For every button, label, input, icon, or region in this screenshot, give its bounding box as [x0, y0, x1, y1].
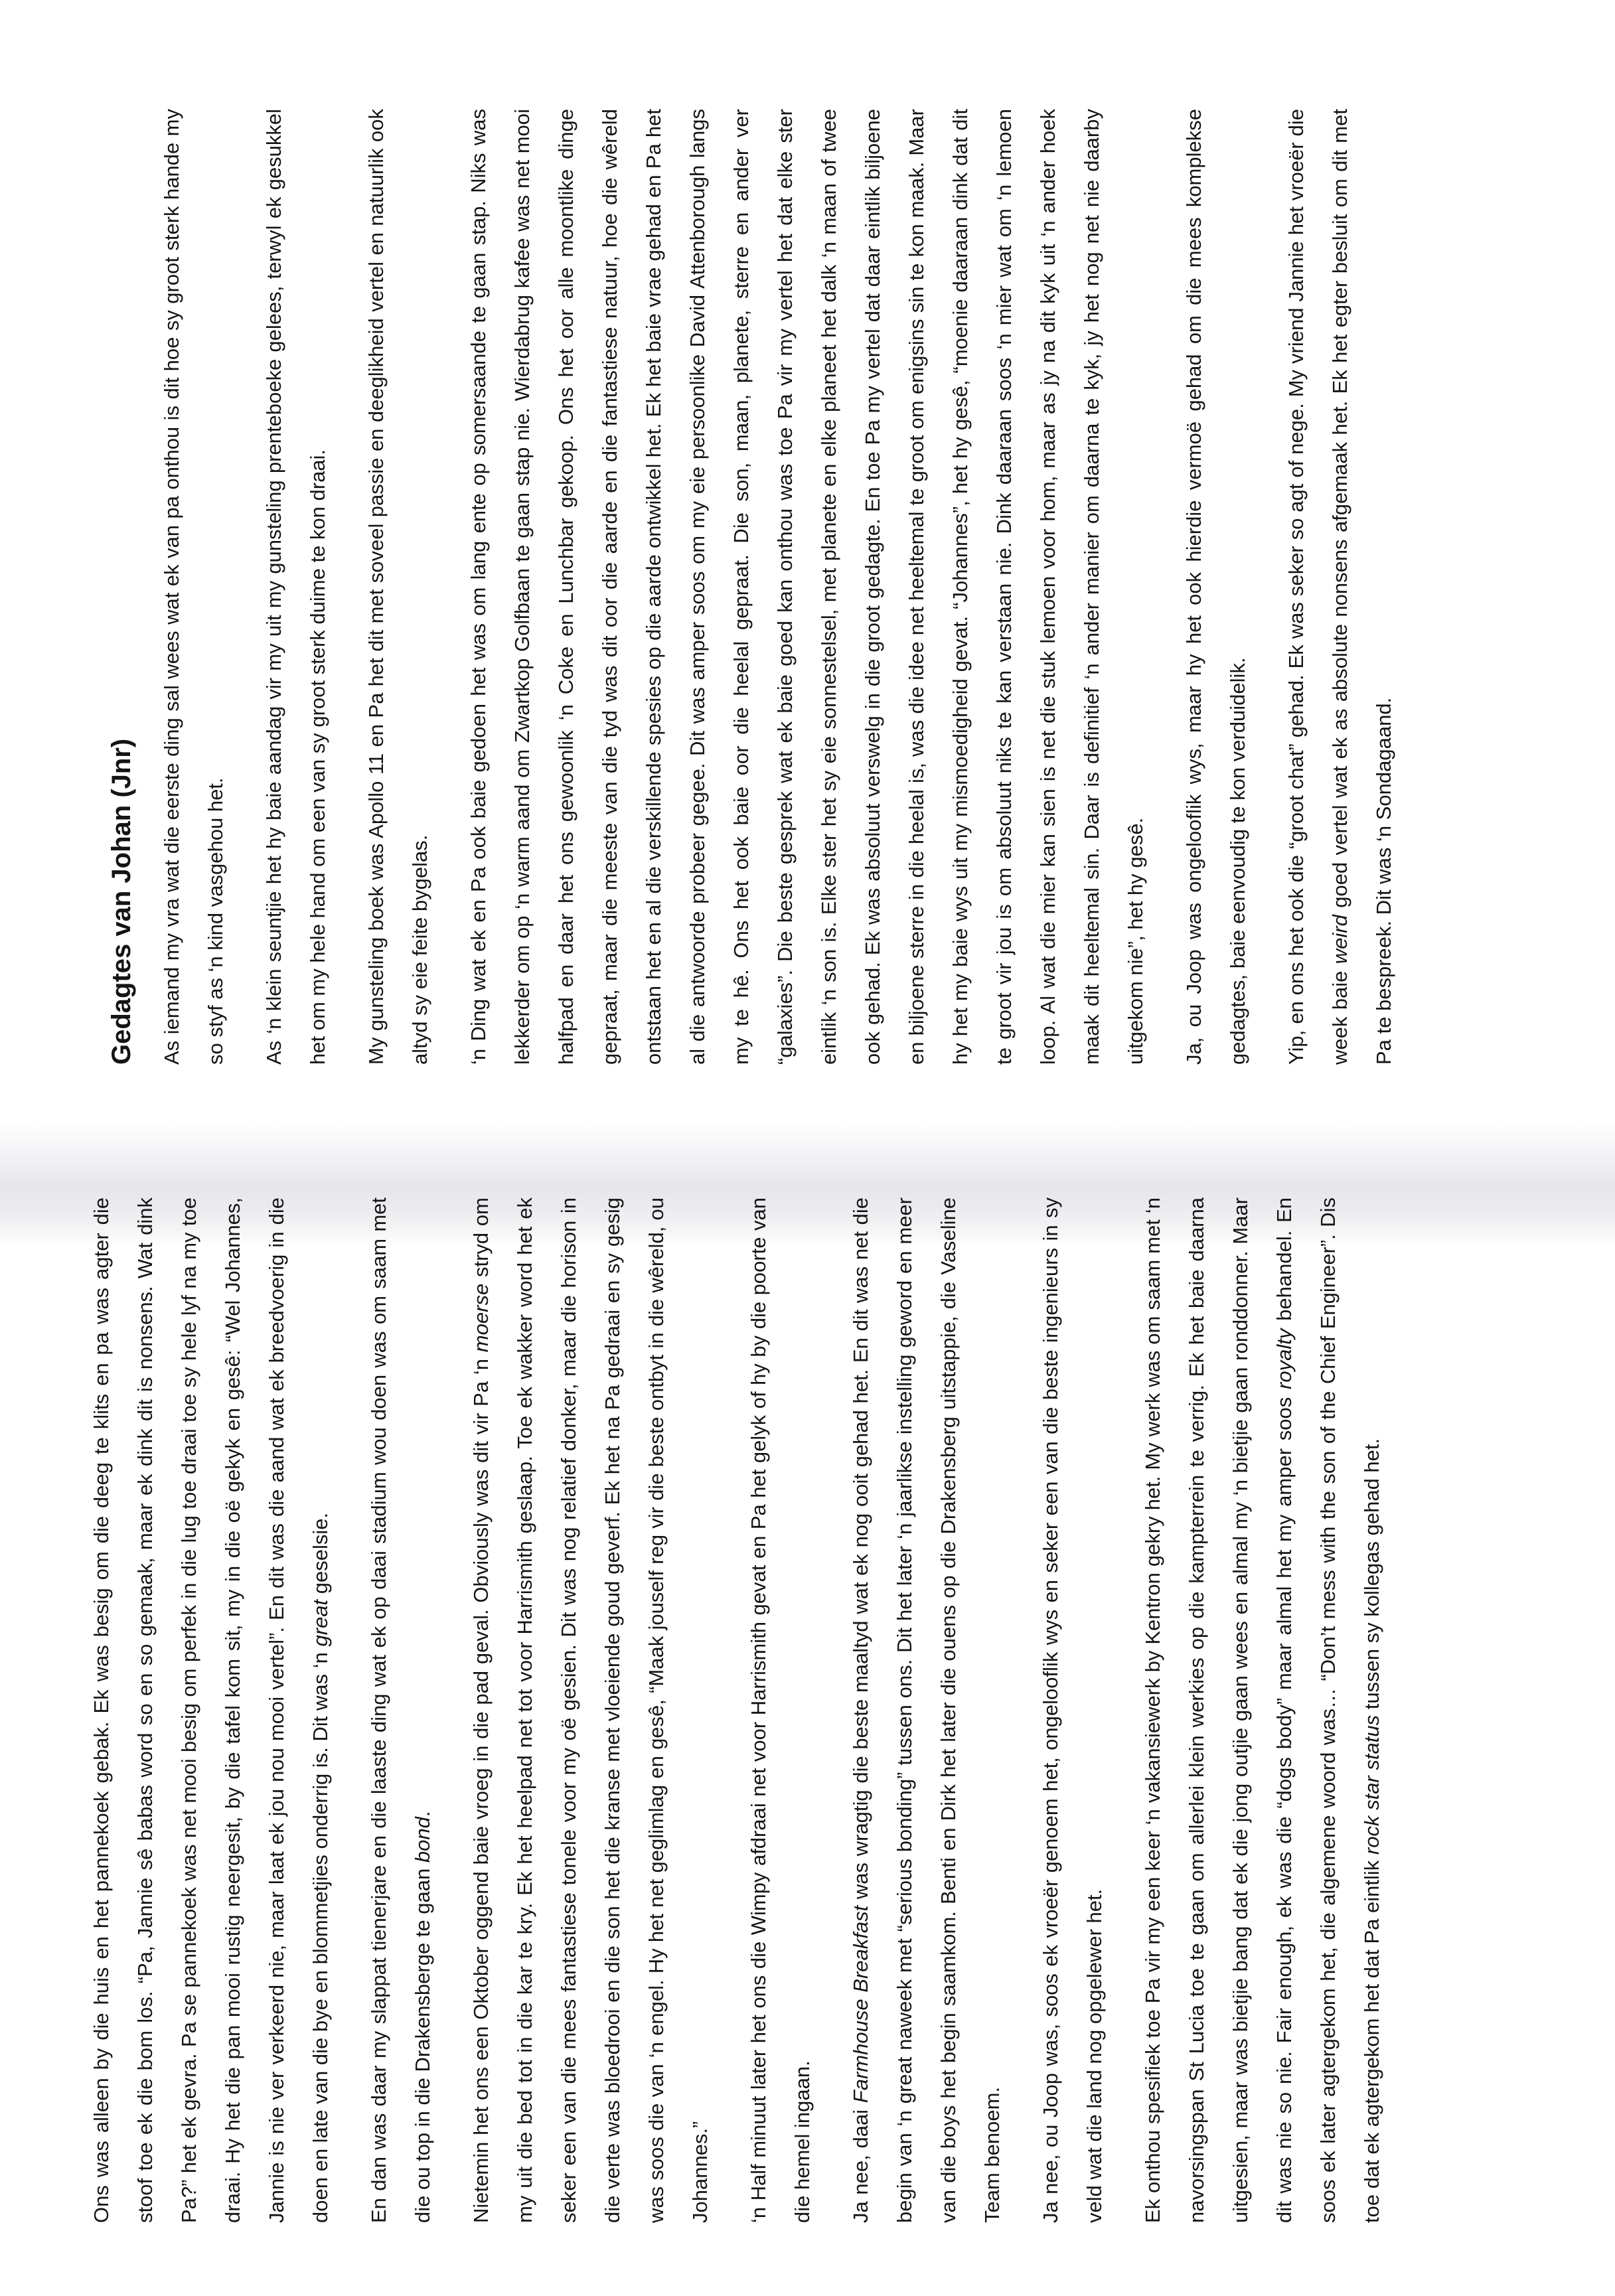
- text-run: stryd om my uit die bed tot in die kar te kry. Ek het heelpad net tot voor Harrismith geslaap. Toe ek wakker word het ek seker een van die mees fantastiese tonele voor my oë gesien. Dit was nog relatief donker, maar die horison in die verte was bloedrooi en die son het die kranse met vloeiende goud geverf. Ek het na Pa gedraai en sy gesig was soos die van ‘n engel. Hy het net geglimlag en gesê, “Maak jouself reg vir die beste ontbyt in die wêreld, ou Johannes.”: [469, 1197, 712, 2223]
- paragraph: Ja nee, ou Joop was, soos ek vroeër genoem het, ongelooflik wys en seker een van die beste ingenieurs in sy veld wat die land nog opgelewer het.: [1039, 1197, 1106, 2223]
- paragraph: My gunsteling boek was Apollo 11 en Pa het dit met soveel passie en deeglikheid vertel en natuurlik ook altyd sy eie feite bygelas.: [364, 109, 431, 1065]
- italic-text: rock star status: [1360, 1715, 1383, 1855]
- paragraph: ‘n Half minuut later het ons die Wimpy afdraai net voor Harrismith gevat en Pa het gelyk of hy by die poorte van die hemel ingaan.: [747, 1197, 814, 2223]
- text-run: behandel. En soos ek later agtergekom het, die algemene woord was… “Don’t mess with the son of the Chief Engineer”. Dis toe dat ek agtergekom het dat Pa eintlik: [1272, 1197, 1383, 2223]
- italic-text: bond: [411, 1817, 434, 1863]
- left-page: [100, 109, 1421, 1065]
- text-run: En dan was daar my slappat tienerjare en die laaste ding wat ek op daai stadium wou doen was om saam met die ou top in die Drakensberge te gaan: [367, 1197, 434, 2223]
- paragraph: ‘n Ding wat ek en Pa ook baie gedoen het was om lang ente op somersaande te gaan stap. Niks was lekkerder om op ‘n warm aand om Zwartkop Golfbaan te gaan stap nie. Wierdabrug kafee was net mooi halfpad en daar het ons gewoonlik ‘n Coke en Lunchbar gekoop. Ons het oor alle moontlike dinge gepraat, maar die meeste van die tyd was dit oor die aarde en die fantastiese natuur, hoe die wêreld ontstaan het en al die verskillende spesies op die aarde ontwikkel het. Ek het baie vrae gehad en Pa het al die antwoorde probeer gegee. Dit was amper soos om my eie persoonlike David Attenborough langs my te hê. Ons het ook baie oor die heelal gepraat. Die son, maan, planete, sterre en ander ver “galaxies”. Die beste gesprek wat ek baie goed kan onthou was toe Pa vir my vertel het dat elke ster eintlik ‘n son is. Elke ster het sy eie sonnestelsel, met planete en elke planeet het dalk ‘n maan of twee ook gehad. Ek was absoluut verswelg in die groot gedagte. En toe Pa my vertel dat daar eintlik biljoene en biljoene sterre in die heelal is, was die idee net heeltemal te groot om enigsins sin te kon maak. Maar hy het my baie wys uit my mismoedigheid gevat. “Johannes”, het hy gesê, “moenie daaraan dink dat dit te groot vir jou is om absoluut niks te kan verstaan nie. Dink daaraan soos ‘n mier wat om ‘n lemoen loop. Al wat die mier kan sien is net die stuk lemoen voor hom, maar as jy na dit kyk uit ‘n ander hoek maak dit heeltemal sin. Daar is definitief ‘n ander manier om daarna te kyk, jy het nog net nie daarby uitgekom nie”, het hy gesê.: [467, 109, 1147, 1065]
- text-run: Ek onthou spesifiek toe Pa vir my een keer ‘n vakansiewerk by Kentron gekry het. My werk was om saam met ‘n navorsingspan St Lucia toe te gaan om allerlei klein werkies op die kampterrein te verrig. Ek het baie daarna uitgesien, maar was bietjie bang dat ek die jong outjie gaan wees en almal my ‘n bietjie gaan ronddonner. Maar dit was nie so nie. Fair enough, ek was die “dogs body” maar almal het my amper soos: [1141, 1197, 1296, 2223]
- paragraph: [1274, 109, 1406, 1065]
- italic-text: royalty: [1272, 1328, 1296, 1389]
- paragraph: As ‘n klein seuntjie het hy baie aandag vir my uit my gunsteling prenteboeke gelees, terwyl ek gesukkel het om my hele hand om een van sy groot sterk duime te kon draai.: [262, 109, 329, 1065]
- paragraph: [357, 1197, 445, 2223]
- text-run: geselsie.: [309, 1512, 332, 1600]
- paragraph: [80, 1197, 343, 2223]
- paragraph: As iemand my vra wat die eerste ding sal wees wat ek van pa onthou is dit hoe sy groot sterk hande my so styf as ‘n kind vasgehou het.: [160, 109, 227, 1065]
- italic-text: weird: [1328, 915, 1351, 964]
- paragraph: [839, 1197, 1014, 2223]
- right-page: [80, 1197, 1409, 2223]
- paragraph: [1131, 1197, 1394, 2223]
- italic-text: Farmhouse Breakfast: [849, 1905, 872, 2104]
- text-run: goed vertel wat ek as absolute nonsens afgemaak het. Ek het egter besluit om dit met Pa te bespreek. Dit was ‘n Sondagaand.: [1328, 109, 1395, 1065]
- text-run: Nietemin het ons een Oktober oggend baie vroeg in die pad geval. Obviously was dit vir Pa ‘n: [469, 1352, 493, 2223]
- text-run: Yip, en ons het ook die “groot chat” gehad. Ek was seker so agt of nege. My vriend Jannie het vroeër die week baie: [1284, 109, 1351, 1065]
- italic-text: moerse: [469, 1283, 493, 1353]
- text-run: Ja nee, daai: [849, 2103, 872, 2223]
- text-run: tussen sy kollegas gehad het.: [1360, 1438, 1383, 1715]
- page-title: Gedagtes van Johan (Jnr): [107, 738, 136, 1065]
- paragraph: Ja, ou Joop was ongelooflik wys, maar hy het ook hierdie vermoë gehad om die mees komplekse gedagtes, baie eenvoudig te kon verduidelik.: [1182, 109, 1249, 1065]
- text-run: was wragtig die beste maaltyd wat ek nog ooit gehad het. En dit was net die begin van ‘n great naweek met “serious bonding” tussen ons. Dit het later ‘n jaarlikse instelling geword en meer van die boys het begin saamkom. Benti en Dirk het later die ouens op die Drakensberg uitstappie, die Vaseline Team benoem.: [849, 1197, 1004, 2223]
- paragraph: [459, 1197, 722, 2223]
- text-run: .: [411, 1811, 434, 1817]
- text-run: Ons was alleen by die huis en het pannekoek gebak. Ek was besig om die deeg te klits en pa was agter die stoof toe ek die bom los. “Pa, Jannie sê babas word so en so gemaak, maar ek dink dit is nonsens. Wat dink Pa?” het ek gevra. Pa se pannekoek was net mooi besig om perfek in die lug toe draai toe sy hele lyf na my toe draai. Hy het die pan mooi rustig neergesit, by die tafel kom sit, my in die oë gekyk en gesê: “Wel Johannes, Jannie is nie ver verkeerd nie, maar laat ek jou nou mooi vertel”. En dit was die aand wat ek breedvoerig in die doen en late van die bye en blommetjies onderrig is. Dit was ‘n: [90, 1197, 332, 2223]
- italic-text: great: [309, 1599, 332, 1647]
